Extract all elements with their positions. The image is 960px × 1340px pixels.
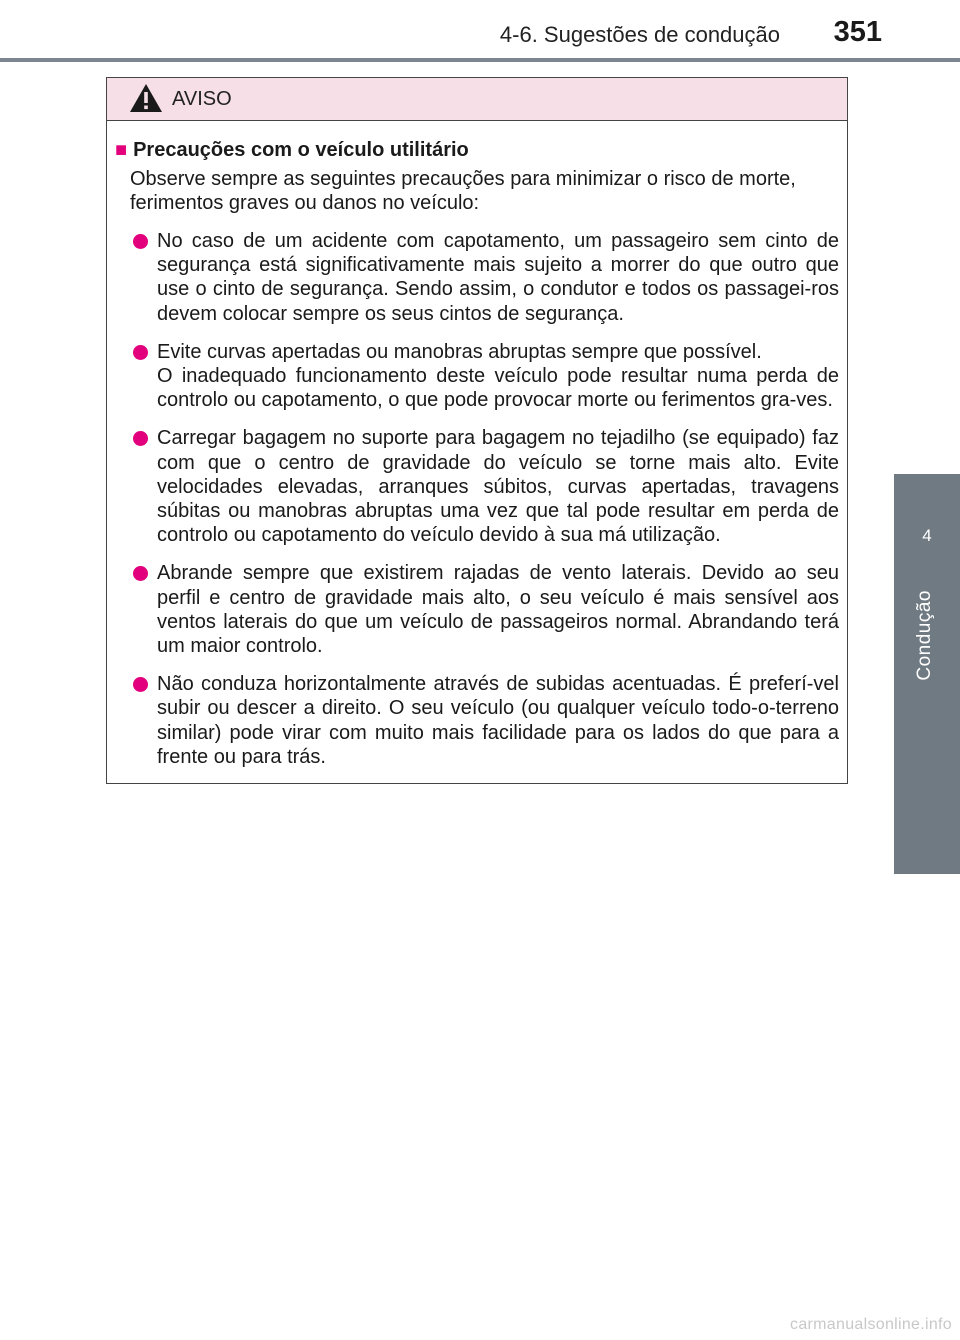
list-item <box>157 672 839 769</box>
section-heading-text: Precauções com o veículo utilitário <box>133 139 469 161</box>
list-item <box>157 340 839 413</box>
page-header <box>0 0 960 60</box>
section-heading <box>115 137 839 164</box>
intro-text: Observe sempre as seguintes precauções para minimizar o risco de morte, ferimentos graves ou danos no veículo: <box>130 168 796 214</box>
bullet-dot-icon <box>133 566 148 581</box>
list-item <box>157 426 839 547</box>
list-item <box>157 561 839 658</box>
header-divider <box>0 58 960 62</box>
bullet-dot-icon <box>133 234 148 249</box>
list-item-text: No caso de um acidente com capotamento, um passageiro sem cinto de segurança está significativamente mais sujeito a morrer do que outro que use o cinto de segurança. Sendo assim, o condutor e todos os passagei-ros devem colocar sempre os seus cintos de segurança. <box>157 230 839 325</box>
bullet-dot-icon <box>133 345 148 360</box>
warning-body <box>107 121 847 769</box>
warning-box <box>106 77 848 784</box>
list-item-text: Abrande sempre que existirem rajadas de vento laterais. Devido ao seu perfil e centro de gravidade mais alto, o seu veículo é mais sensível aos ventos laterais do que um veículo de passageiros normal. Abrandando terá um maior controlo. <box>157 562 839 658</box>
list-item <box>157 229 839 326</box>
bullet-dot-icon <box>133 431 148 446</box>
watermark: carmanualsonline.info <box>790 1316 952 1333</box>
list-item-text: Carregar bagagem no suporte para bagagem no tejadilho (se equipado) faz com que o centro de gravidade do veículo se torne mais alto. Evite velocidades elevadas, arranques súbitos, curvas apertadas, travagens súbitas ou manobras abruptas uma vez que tal pode resultar em perda de controlo ou capotamento do veículo devido à sua má utilização. <box>157 427 839 547</box>
section-title: 4-6. Sugestões de condução <box>499 22 780 47</box>
warning-triangle-icon <box>129 83 163 113</box>
list-item-text: O inadequado funcionamento deste veículo pode resultar numa perda de controlo ou capotamento, o que pode provocar morte ou ferimentos gra-ves. <box>157 365 839 412</box>
list-item-text: Não conduza horizontalmente através de subidas acentuadas. É preferí-vel subir ou descer a direito. O seu veículo (ou qualquer veículo todo-o-terreno similar) pode virar com muito mais facilidade para os lados do que para a frente ou para trás. <box>157 673 839 768</box>
bullet-dot-icon <box>133 677 148 692</box>
chapter-label: Condução <box>914 590 935 681</box>
chapter-number: 4 <box>922 526 932 545</box>
list-item-text: Evite curvas apertadas ou manobras abruptas sempre que possível. <box>157 340 762 363</box>
chapter-tab <box>894 474 960 874</box>
warning-header <box>107 78 847 121</box>
warning-title: AVISO <box>172 88 232 110</box>
page-number: 351 <box>833 16 882 48</box>
square-bullet-icon: ■ <box>115 139 128 161</box>
